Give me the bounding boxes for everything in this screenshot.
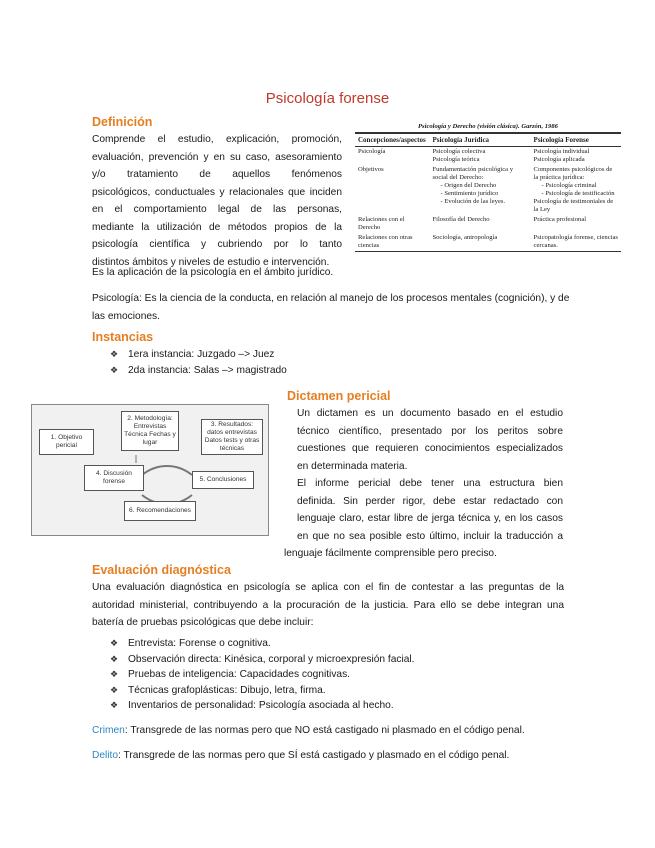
table-cell: Psicología individual Psicología aplicada — [533, 148, 590, 163]
aplicacion-text: Es la aplicación de la psicología en el ámbito jurídico. — [92, 267, 334, 278]
list-item: ❖ 1era instancia: Juzgado –> Juez — [106, 347, 406, 363]
table-cell: Práctica profesional — [533, 216, 587, 223]
list-item: ❖ Técnicas grafoplásticas: Dibujo, letra, firma. — [106, 683, 566, 699]
table-cell: Psicología — [358, 148, 386, 155]
diagram-box-recomendaciones: 6. Recomendaciones — [124, 501, 196, 521]
comparison-table-figure — [355, 121, 621, 259]
list-item: ❖ Entrevista: Forense o cognitiva. — [106, 636, 566, 652]
table-header: Psicología Jurídica — [429, 134, 530, 147]
table-cell: Psicología colectiva Psicología teórica — [432, 148, 486, 163]
diagram-box-metodologia: 2. Metodología: Entrevistas Técnica Fechas y lugar — [121, 411, 179, 451]
table-cell: Sociología, antropología — [432, 234, 498, 241]
definicion-heading: Definición — [92, 115, 153, 129]
diagram-box-conclusiones: 5. Conclusiones — [192, 471, 254, 489]
crimen-text: : Transgrede de las normas pero que NO está castigado ni plasmado en el código penal. — [124, 725, 525, 736]
delito-term: Delito — [92, 750, 119, 761]
table-cell: Filosofía del Derecho — [432, 216, 490, 223]
evaluacion-intro: Una evaluación diagnóstica en psicología se aplica con el fin de contestar a las preguntas de la autoridad ministerial, contribuyendo a la procuración de la justicia. Para ello se debe integran una batería de pruebas psicológicas que debe incluir: — [92, 582, 564, 628]
diamond-bullet-icon: ❖ — [110, 638, 119, 648]
delito-definition — [92, 747, 572, 765]
dictamen-paragraph-2: El informe pericial debe tener una estructura bien definida. Sin perder rigor, debe estar redactado con lenguaje claro, estar libre de jerga técnica y, en los casos en que no sea posible esto último, incluir la traducción a — [297, 478, 563, 542]
table-cell: Psicopatología forense, ciencias cercanas. — [533, 234, 618, 249]
diamond-bullet-icon: ❖ — [110, 700, 119, 710]
diagram-box-objetivo: 1. Objetivo pericial — [39, 429, 94, 455]
definicion-line: y/o tratamiento de aquellos fenómenos — [92, 169, 342, 180]
definicion-line: psicológicos, conductuales y relacionales que inciden — [92, 186, 342, 198]
definicion-line: evaluación, prevención y en su caso, asesoramiento — [92, 151, 342, 163]
page-title: Psicología forense — [265, 90, 390, 107]
crimen-term: Crimen — [92, 725, 125, 736]
diagram-box-resultados: 3. Resultados: datos entrevistas Datos tests y otras técnicas — [201, 419, 263, 455]
table-cell: Relaciones con otras ciencias — [358, 234, 413, 249]
table-row — [355, 233, 621, 252]
definicion-line: en el comportamiento legal de las personas, — [92, 204, 342, 215]
list-item: ❖ Observación directa: Kinésica, corporal y microexpresión facial. — [106, 652, 566, 668]
instancias-heading: Instancias — [92, 330, 154, 344]
definicion-paragraph — [92, 131, 342, 271]
table-header: Concepciones/aspectos — [355, 134, 429, 147]
table-header: Psicología Forense — [531, 134, 621, 147]
table-cell: Relaciones con el Derecho — [358, 216, 405, 231]
evaluacion-heading: Evaluación diagnóstica — [92, 563, 231, 577]
diamond-bullet-icon: ❖ — [110, 684, 119, 695]
dictamen-heading: Dictamen pericial — [287, 389, 391, 403]
comparison-table — [355, 133, 621, 252]
diamond-bullet-icon: ❖ — [110, 364, 119, 375]
list-item: ❖ 2da instancia: Salas –> magistrado — [106, 363, 406, 379]
dictamen-paragraph-1: Un dictamen es un documento basado en el estudio técnico científico, presentado por los peritos sobre cuestiones que requieren conocimientos especializados en determinada materia. — [297, 408, 563, 472]
definicion-line: Comprende el estudio, explicación, promoción, — [92, 134, 342, 145]
table-cell: Objetivos — [358, 166, 384, 173]
instancias-list — [106, 347, 406, 378]
crimen-definition — [92, 722, 572, 740]
dictamen-diagram — [31, 404, 269, 536]
definicion-line: psicología científica y cubriendo por lo tanto — [92, 239, 342, 250]
definicion-line: mediante la utilización de métodos propios de la — [92, 221, 342, 233]
psicologia-text: Psicología: Es la ciencia de la conducta, en relación al manejo de los procesos mentales (cognición), y de las emociones. — [92, 293, 570, 322]
table-cell: Fundamentación psicológica y social del Derecho: - Origen del Derecho - Sentimiento jurídico - Evolución de las leyes. — [432, 166, 514, 205]
table-caption: Psicología y Derecho (visión clásica). Garzón, 1986 — [355, 121, 621, 133]
definicion-line: distintos ámbitos y niveles de estudio e intervención. — [92, 256, 330, 268]
diagram-box-discusion: 4. Discusión forense — [84, 465, 144, 491]
list-item: ❖ Pruebas de inteligencia: Capacidades cognitivas. — [106, 667, 566, 683]
list-item: ❖ Inventarios de personalidad: Psicología asociada al hecho. — [106, 698, 566, 714]
evaluacion-list — [106, 636, 566, 714]
dictamen-last-line: lenguaje fácilmente comprensible pero preciso. — [284, 548, 497, 559]
table-cell: Componentes psicológicos de la práctica jurídica: - Psicología criminal - Psicología de testificación Psicología de testimoniales de la Ley — [533, 166, 615, 213]
table-row — [355, 215, 621, 233]
table-row — [355, 165, 621, 215]
diamond-bullet-icon: ❖ — [110, 349, 119, 359]
diamond-bullet-icon: ❖ — [110, 653, 119, 664]
diamond-bullet-icon: ❖ — [110, 669, 119, 679]
table-row — [355, 147, 621, 166]
delito-text: : Transgrede de las normas pero que SÍ está castigado y plasmado en el código penal. — [118, 750, 510, 761]
